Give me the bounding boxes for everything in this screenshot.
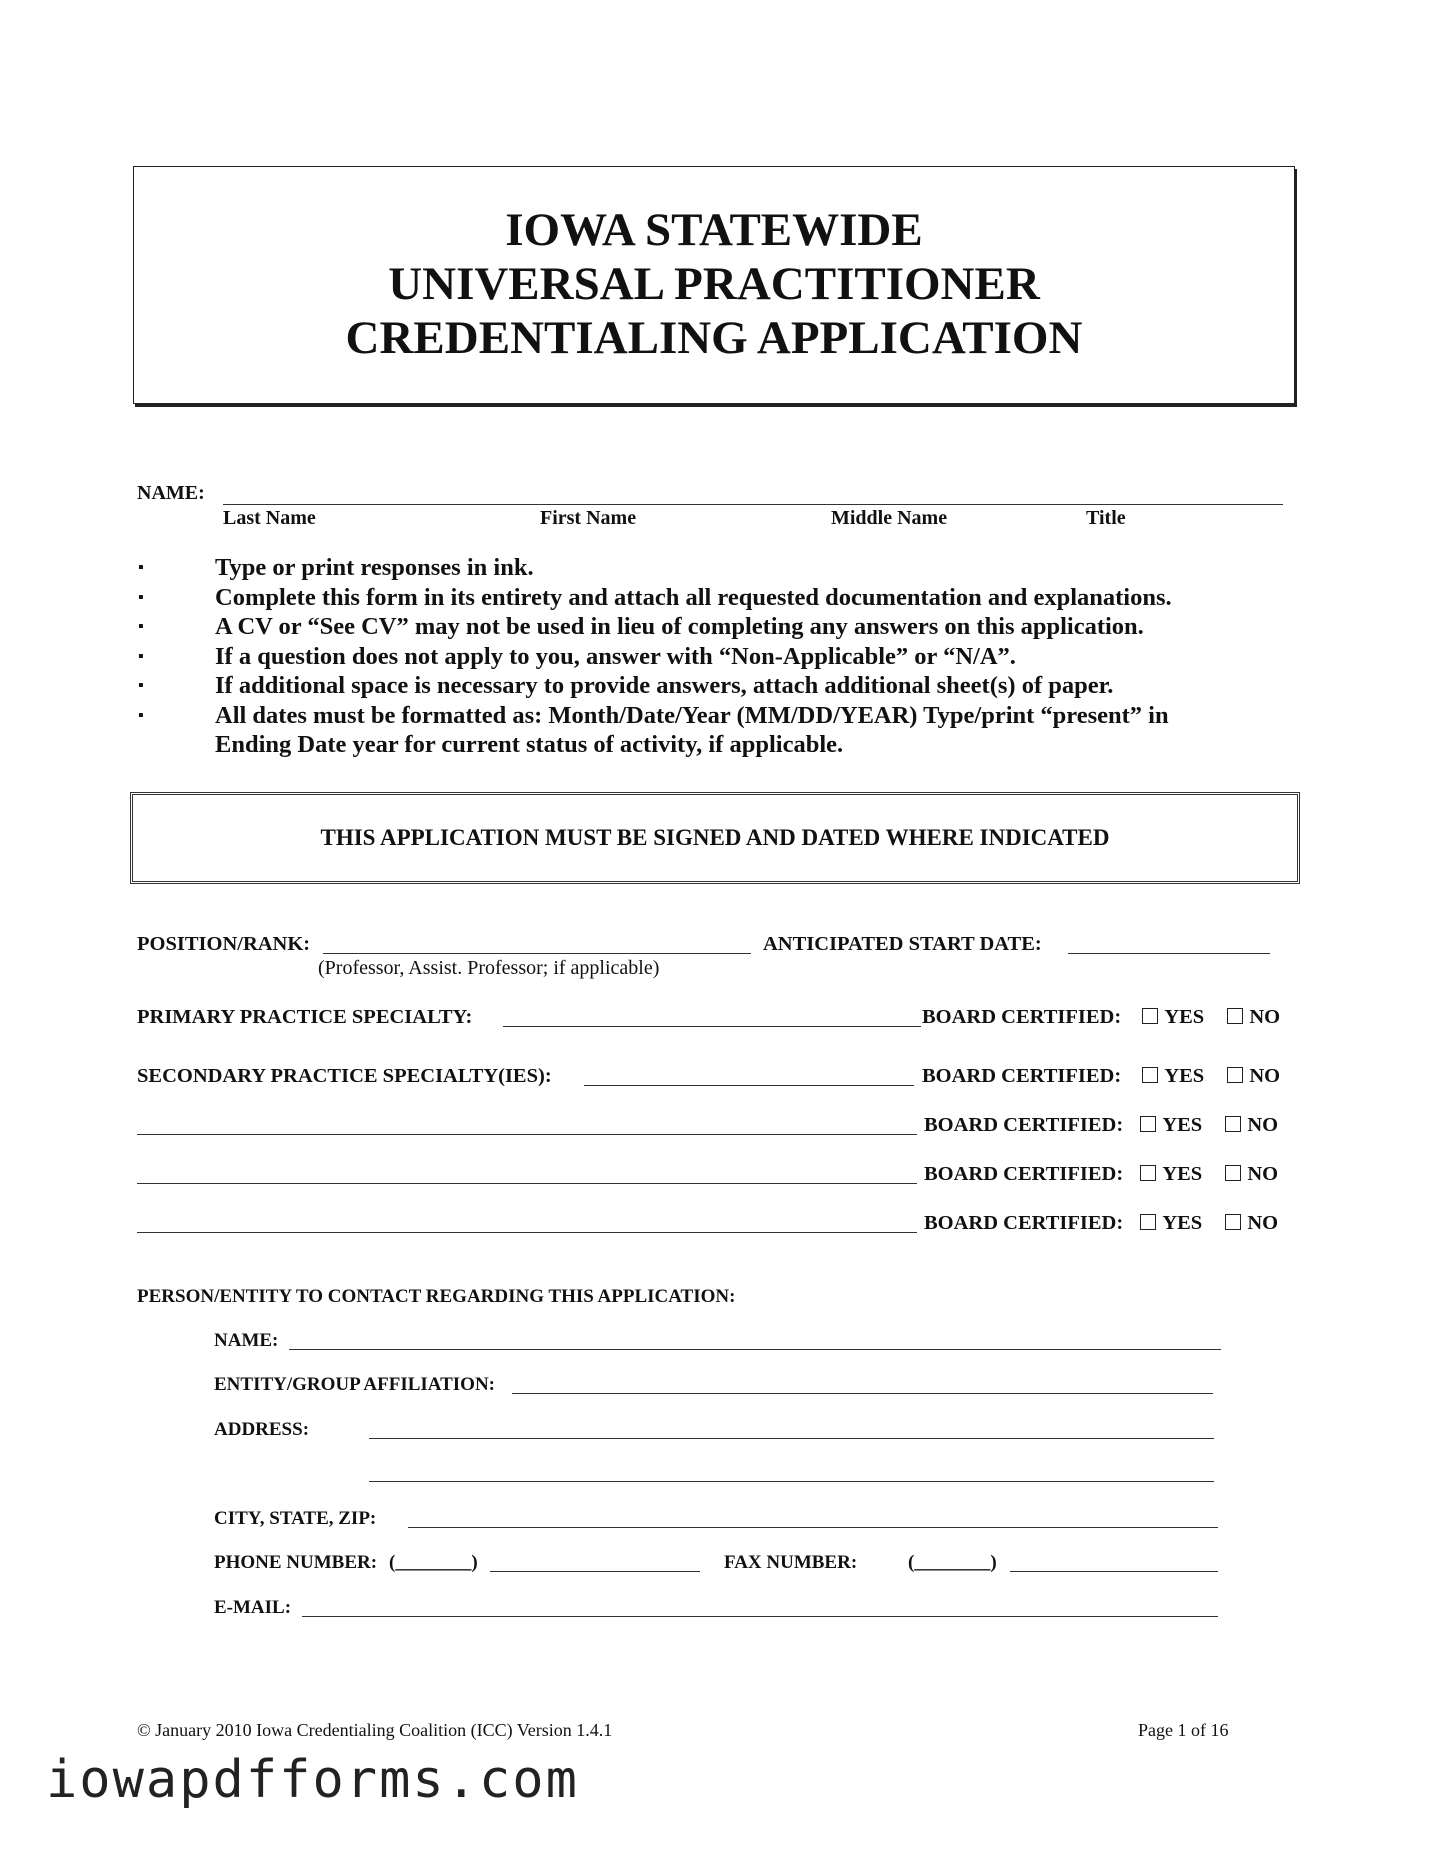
specialty-input-line[interactable]: [137, 1232, 917, 1233]
sign-notice-box: [130, 792, 1300, 884]
fax-area-code[interactable]: (________): [908, 1552, 997, 1573]
checkbox-icon[interactable]: [1140, 1165, 1156, 1181]
contact-name-input-line[interactable]: [289, 1349, 1221, 1350]
middle-name-label: Middle Name: [831, 507, 948, 529]
yes-option[interactable]: YES: [1140, 1212, 1202, 1234]
extra-board-certified: [924, 1114, 1278, 1137]
city-state-zip-label: CITY, STATE, ZIP:: [214, 1508, 377, 1529]
no-option[interactable]: NO: [1225, 1114, 1278, 1136]
yes-option[interactable]: YES: [1140, 1114, 1202, 1136]
email-label: E-MAIL:: [214, 1597, 292, 1618]
no-option[interactable]: NO: [1225, 1212, 1278, 1234]
first-name-label: First Name: [540, 507, 637, 529]
phone-label: PHONE NUMBER:: [214, 1552, 378, 1573]
fax-label: FAX NUMBER:: [724, 1552, 858, 1573]
specialty-input-line[interactable]: [137, 1134, 917, 1135]
board-certified-label: BOARD CERTIFIED:: [924, 1114, 1124, 1136]
position-input-line[interactable]: [323, 953, 751, 954]
contact-heading: PERSON/ENTITY TO CONTACT REGARDING THIS APPLICATION:: [137, 1286, 736, 1307]
phone-input-line[interactable]: [490, 1571, 700, 1572]
bullet-icon: ▪: [138, 677, 144, 694]
checkbox-icon[interactable]: [1225, 1214, 1241, 1230]
name-input-line[interactable]: [223, 504, 1283, 505]
entity-label: ENTITY/GROUP AFFILIATION:: [214, 1374, 495, 1395]
checkbox-icon[interactable]: [1225, 1165, 1241, 1181]
checkbox-icon[interactable]: [1227, 1008, 1243, 1024]
secondary-board-certified: [922, 1065, 1280, 1088]
bullet-icon: ▪: [138, 706, 144, 724]
board-certified-label: BOARD CERTIFIED:: [924, 1163, 1124, 1185]
title-line-3: CREDENTIALING APPLICATION: [345, 312, 1083, 364]
sign-notice: THIS APPLICATION MUST BE SIGNED AND DATED WHERE INDICATED: [320, 825, 1110, 850]
board-certified-label: BOARD CERTIFIED:: [922, 1065, 1122, 1087]
city-state-zip-input-line[interactable]: [408, 1527, 1218, 1528]
yes-option[interactable]: YES: [1142, 1065, 1204, 1087]
bullet-icon: ▪: [138, 559, 144, 576]
title-box: [133, 166, 1295, 404]
instruction-item-continued: Ending Date year for current status of activity, if applicable.: [215, 731, 844, 758]
checkbox-icon[interactable]: [1225, 1116, 1241, 1132]
bullet-icon: ▪: [138, 647, 144, 665]
email-input-line[interactable]: [302, 1616, 1218, 1617]
entity-input-line[interactable]: [512, 1393, 1213, 1394]
instruction-item: ▪ If a question does not apply to you, answer with “Non-Applicable” or “N/A”.: [138, 642, 1016, 670]
instruction-item: ▪ A CV or “See CV” may not be used in lieu of completing any answers on this application.: [138, 613, 1144, 640]
contact-name-label: NAME:: [214, 1330, 279, 1351]
watermark: iowapdfforms.com: [46, 1750, 579, 1810]
fax-input-line[interactable]: [1010, 1571, 1218, 1572]
extra-board-certified: [924, 1212, 1278, 1235]
title-line-1: IOWA STATEWIDE: [505, 204, 923, 256]
yes-option[interactable]: YES: [1140, 1163, 1202, 1185]
yes-option[interactable]: YES: [1142, 1006, 1204, 1028]
position-label: POSITION/RANK:: [137, 933, 311, 955]
primary-board-certified: [922, 1006, 1280, 1029]
specialty-input-line[interactable]: [137, 1183, 917, 1184]
title-line-2: UNIVERSAL PRACTITIONER: [388, 258, 1040, 310]
last-name-label: Last Name: [223, 507, 316, 529]
checkbox-icon[interactable]: [1227, 1067, 1243, 1083]
no-option[interactable]: NO: [1227, 1006, 1280, 1028]
checkbox-icon[interactable]: [1142, 1008, 1158, 1024]
page-number: Page 1 of 16: [1138, 1720, 1229, 1740]
no-option[interactable]: NO: [1225, 1163, 1278, 1185]
bullet-icon: ▪: [138, 618, 144, 635]
board-certified-label: BOARD CERTIFIED:: [922, 1006, 1122, 1028]
address-input-line-1[interactable]: [369, 1438, 1214, 1439]
secondary-specialty-label: SECONDARY PRACTICE SPECIALTY(IES):: [137, 1065, 552, 1087]
name-label: NAME:: [137, 482, 205, 504]
start-date-label: ANTICIPATED START DATE:: [763, 933, 1042, 955]
bullet-icon: ▪: [138, 588, 144, 606]
address-label: ADDRESS:: [214, 1419, 310, 1440]
position-hint: (Professor, Assist. Professor; if applicable): [318, 957, 660, 979]
instruction-list: [138, 553, 1288, 760]
instruction-item: ▪ Type or print responses in ink.: [138, 554, 534, 581]
start-date-input-line[interactable]: [1068, 953, 1270, 954]
checkbox-icon[interactable]: [1140, 1116, 1156, 1132]
footer-copyright: © January 2010 Iowa Credentialing Coalition (ICC) Version 1.4.1: [137, 1720, 613, 1740]
instruction-item: ▪ All dates must be formatted as: Month/Date/Year (MM/DD/YEAR) Type/print “present” in: [138, 701, 1169, 729]
phone-area-code[interactable]: (________): [389, 1552, 478, 1573]
board-certified-label: BOARD CERTIFIED:: [924, 1212, 1124, 1234]
checkbox-icon[interactable]: [1140, 1214, 1156, 1230]
extra-board-certified: [924, 1163, 1278, 1186]
primary-specialty-input-line[interactable]: [503, 1026, 921, 1027]
primary-specialty-label: PRIMARY PRACTICE SPECIALTY:: [137, 1006, 473, 1028]
secondary-specialty-input-line[interactable]: [584, 1085, 914, 1086]
instruction-item: ▪ Complete this form in its entirety and attach all requested documentation and explanations.: [138, 583, 1172, 611]
address-input-line-2[interactable]: [369, 1481, 1214, 1482]
title-sublabel: Title: [1086, 507, 1126, 529]
checkbox-icon[interactable]: [1142, 1067, 1158, 1083]
no-option[interactable]: NO: [1227, 1065, 1280, 1087]
instruction-item: ▪ If additional space is necessary to provide answers, attach additional sheet(s) of paper.: [138, 672, 1114, 699]
